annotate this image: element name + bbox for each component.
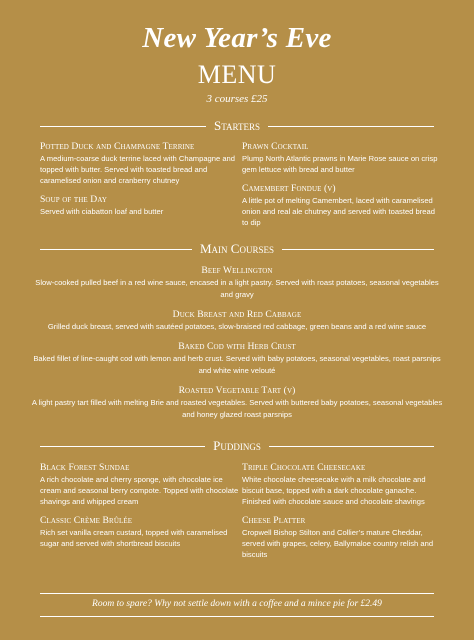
divider (269, 446, 434, 447)
menu-item-name: Roasted Vegetable Tart (v) (178, 385, 296, 396)
menu-item (30, 385, 444, 421)
divider (40, 446, 205, 447)
menu-item-description: A little pot of melting Camembert, laced with caramelised onion and real ale chutney and served with toasted bread to dip (242, 196, 435, 227)
menu-item-name: Cheese Platter (242, 515, 306, 526)
menu-item-name: Beef Wellington (201, 265, 273, 276)
menu-item (40, 141, 240, 186)
menu-item-name: Potted Duck and Champagne Terrine (40, 141, 195, 152)
starters-left-column (40, 141, 240, 225)
divider (282, 249, 434, 250)
menu-item-name: Triple Chocolate Cheesecake (242, 462, 366, 473)
puddings-heading-label: Puddings (213, 438, 261, 453)
menu-item-description: A rich chocolate and cherry sponge, with chocolate ice cream and seasonal berry compote. Topped with chocolate shavings and whipped cream (40, 475, 239, 506)
divider (40, 593, 434, 594)
puddings-heading (40, 437, 434, 455)
divider (40, 249, 192, 250)
starters-right-column (242, 141, 442, 236)
menu-item-description: Plump North Atlantic prawns in Marie Rose sauce on crisp gem lettuce with bread and butter (242, 154, 438, 174)
menu-item-description: Grilled duck breast, served with sautéed potatoes, slow-braised red cabbage, green beans and a red wine sauce (47, 322, 427, 331)
menu-item-name: Baked Cod with Herb Crust (178, 341, 296, 352)
menu-item (30, 341, 444, 377)
mains-heading (40, 240, 434, 258)
menu-item-description: Rich set vanilla cream custard, topped with caramelised sugar and served with shortbread biscuits (40, 528, 228, 548)
menu-price: 3 courses £25 (206, 93, 268, 105)
menu-item-description: Slow-cooked pulled beef in a red wine sauce, encased in a light pastry. Served with roast potatoes, seasonal vegetables and gravy (35, 278, 439, 299)
divider (40, 616, 434, 617)
menu-item-description: Cropwell Bishop Stilton and Collier’s mature Cheddar, served with grapes, celery, Ballymaloe country relish and biscuits (242, 528, 434, 559)
menu-item (242, 462, 442, 507)
menu-item-description: White chocolate cheesecake with a milk chocolate and biscuit base, topped with a dark chocolate ganache. Finished with chocolate sauce and chocolate shavings (242, 475, 426, 506)
menu-item (30, 265, 444, 301)
puddings-left-column (40, 462, 240, 557)
starters-heading-label: Starters (214, 118, 260, 133)
menu-item-name: Camembert Fondue (v) (242, 183, 336, 194)
menu-item-name: Soup of the Day (40, 194, 107, 205)
menu-item (242, 183, 442, 228)
menu-item (242, 141, 442, 175)
menu-item-name: Classic Crème Brûlée (40, 515, 133, 526)
menu-item-description: Served with ciabatton loaf and butter (40, 207, 164, 216)
divider (268, 126, 434, 127)
menu-item (40, 515, 240, 549)
menu-item-description: Baked fillet of line-caught cod with lemon and herb crust. Served with baby potatoes, seasonal vegetables, roast parsnips and white wine velouté (33, 354, 441, 375)
mains-heading-label: Main Courses (200, 241, 274, 256)
menu-item (40, 462, 240, 507)
menu-item (30, 309, 444, 333)
menu-item (242, 515, 442, 560)
menu-subtitle: MENU (197, 60, 277, 89)
mains-list (30, 265, 444, 429)
menu-item-name: Duck Breast and Red Cabbage (172, 309, 302, 320)
divider (40, 126, 206, 127)
puddings-right-column (242, 462, 442, 568)
menu-item-name: Black Forest Sundae (40, 462, 130, 473)
menu-title: New Year’s Eve (142, 22, 332, 54)
menu-item-name: Prawn Cocktail (242, 141, 309, 152)
starters-heading (40, 117, 434, 135)
menu-item (40, 194, 240, 217)
footer-offer: Room to spare? Why not settle down with a coffee and a mince pie for £2.49 (92, 599, 382, 609)
menu-item-description: A medium-coarse duck terrine laced with Champagne and topped with butter. Served with toasted bread and caramelised onion and cranberry chutney (40, 154, 236, 185)
menu-item-description: A light pastry tart filled with melting Brie and roasted vegetables. Served with buttered baby potatoes, seasonal vegetables and honey glazed roast parsnips (31, 398, 443, 419)
